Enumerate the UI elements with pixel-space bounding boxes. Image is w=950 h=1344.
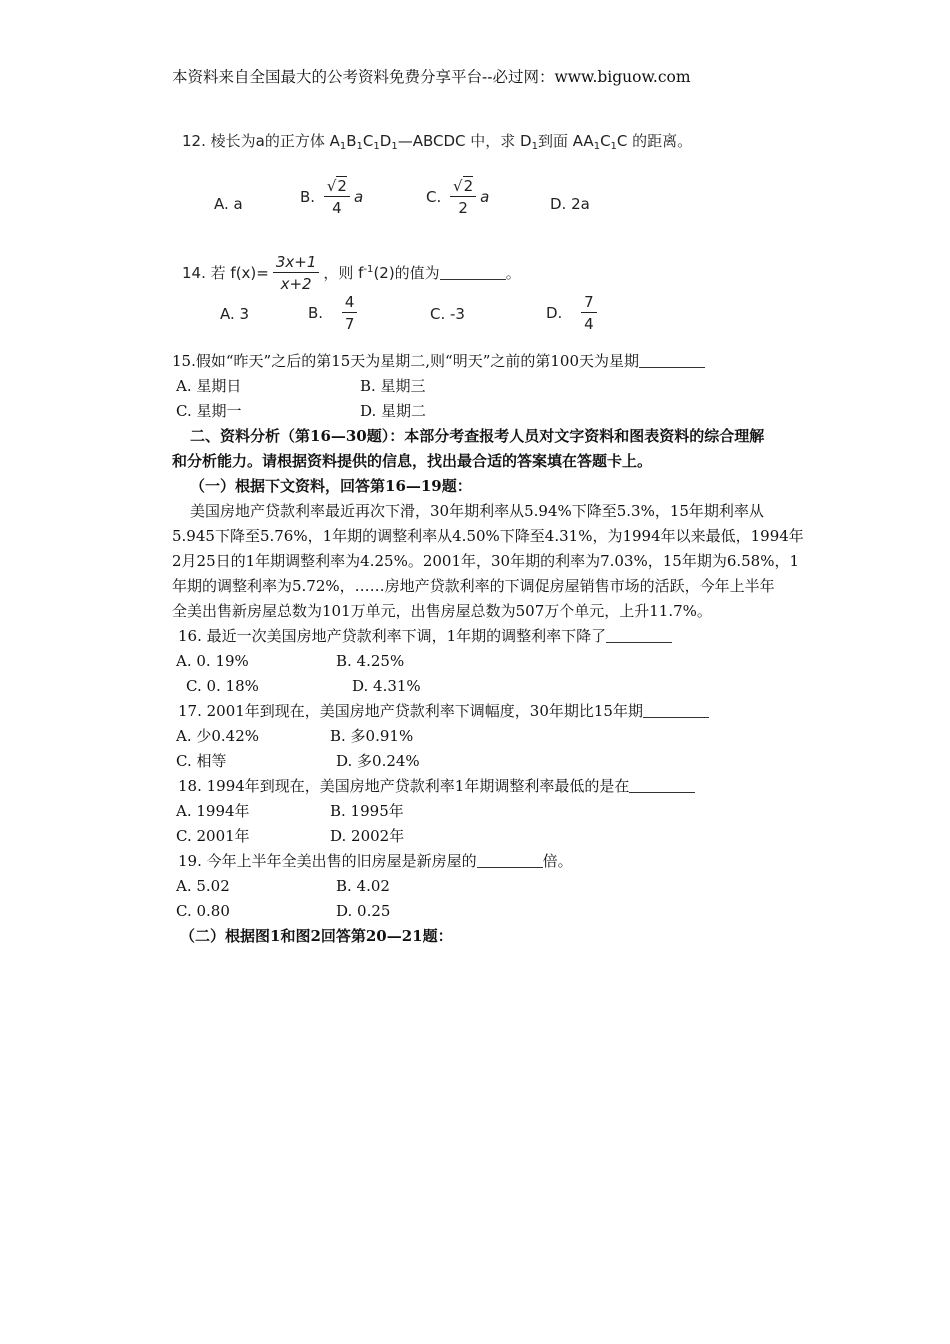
q14-fraction: $\frac{3x+1}{x+2}$ xyxy=(273,252,320,295)
q18-option-d: D. 2002年 xyxy=(330,827,405,845)
q15-option-c: C. 星期一 xyxy=(176,402,242,420)
q17-option-b: B. 多0.91% xyxy=(330,727,414,745)
passage-line: 美国房地产贷款利率最近再次下滑，30年期利率从5.94%下降至5.3%，15年期利率从 xyxy=(190,502,764,520)
q12-option-d: D. 2a xyxy=(550,195,590,213)
q15-option-a: A. 星期日 xyxy=(176,377,242,395)
q15-answer-blank xyxy=(639,353,705,368)
section-2-heading-line1: 二、资料分析（第16—30题）：本部分考查报考人员对文字资料和图表资料的综合理解 xyxy=(190,427,765,445)
q17-answer-blank xyxy=(643,703,709,718)
section-2-heading-line2: 和分析能力。请根据资料提供的信息，找出最合适的答案填在答题卡上。 xyxy=(172,452,653,470)
q14-option-b: B. $\frac{4}{7}$ xyxy=(308,292,361,335)
q14-option-a: A. 3 xyxy=(220,305,250,323)
q19-option-b: B. 4.02 xyxy=(336,877,390,895)
q12-option-c: C. $\frac{√2}{2}$ a xyxy=(426,177,490,217)
q19-option-c: C. 0.80 xyxy=(176,902,230,920)
section-2-subheading-1: （一）根据下文资料，回答第16—19题： xyxy=(190,477,472,495)
question-19: 19. 今年上半年全美出售的旧房屋是新房屋的 倍。 xyxy=(178,852,573,870)
q15-option-d: D. 星期二 xyxy=(360,402,427,420)
section-2-subheading-2: （二）根据图1和图2回答第20—21题： xyxy=(180,927,453,945)
q18-answer-blank xyxy=(629,778,695,793)
q17-option-c: C. 相等 xyxy=(176,752,227,770)
q12-option-a: A. a xyxy=(214,195,243,213)
q16-option-a: A. 0. 19% xyxy=(176,652,249,670)
page-header: 本资料来自全国最大的公考资料免费分享平台--必过网：www.biguow.com xyxy=(172,68,691,86)
passage-line: 2月25日的1年期调整利率为4.25%。2001年，30年期的利率为7.03%，15年期为6.58%，1 xyxy=(172,552,800,570)
q14-answer-blank xyxy=(440,265,506,280)
question-15: 15.假如“昨天”之后的第15天为星期二,则“明天”之前的第100天为星期 xyxy=(172,350,705,372)
q16-answer-blank xyxy=(606,628,672,643)
q16-option-c: C. 0. 18% xyxy=(186,677,259,695)
q12-option-c-fraction: $\frac{√2}{2}$ xyxy=(450,176,476,219)
q19-option-a: A. 5.02 xyxy=(176,877,230,895)
q18-option-b: B. 1995年 xyxy=(330,802,404,820)
question-14: 14. 若 f(x)= $\frac{3x+1}{x+2}$ ，则 $f^{-1}(2)$的值为 。 xyxy=(182,253,521,293)
q12-option-b: B. $\frac{√2}{4}$ a xyxy=(300,177,364,217)
question-12: 12. 棱长为a的正方体 $A_1B_1C_1D_1—ABCDC$ 中，求 $D_1$到面 $AA_1C_1C$ 的距离。 xyxy=(182,132,693,152)
q17-option-a: A. 少0.42% xyxy=(176,727,260,745)
q14-option-d: D. $\frac{7}{4}$ xyxy=(546,292,601,335)
q19-option-d: D. 0.25 xyxy=(336,902,391,920)
passage-line: 5.945下降至5.76%，1年期的调整利率从4.50%下降至4.31%，为1994年以来最低，1994年 xyxy=(172,527,804,545)
question-17: 17. 2001年到现在，美国房地产贷款利率下调幅度，30年期比15年期 xyxy=(178,700,709,722)
q18-option-c: C. 2001年 xyxy=(176,827,250,845)
question-16: 16. 最近一次美国房地产贷款利率下调，1年期的调整利率下降了 xyxy=(178,625,672,647)
passage-line: 全美出售新房屋总数为101万单元，出售房屋总数为507万个单元，上升11.7%。 xyxy=(172,602,712,620)
q14-option-c: C. -3 xyxy=(430,305,465,323)
passage-line: 年期的调整利率为5.72%，……房地产贷款利率的下调促房屋销售市场的活跃，今年上半年 xyxy=(172,577,775,595)
q16-option-b: B. 4.25% xyxy=(336,652,405,670)
q12-option-b-fraction: $\frac{√2}{4}$ xyxy=(324,176,350,219)
q15-option-b: B. 星期三 xyxy=(360,377,426,395)
q18-option-a: A. 1994年 xyxy=(176,802,250,820)
q19-answer-blank xyxy=(477,853,543,868)
question-18: 18. 1994年到现在，美国房地产贷款利率1年期调整利率最低的是在 xyxy=(178,775,695,797)
q17-option-d: D. 多0.24% xyxy=(336,752,420,770)
q16-option-d: D. 4.31% xyxy=(352,677,421,695)
